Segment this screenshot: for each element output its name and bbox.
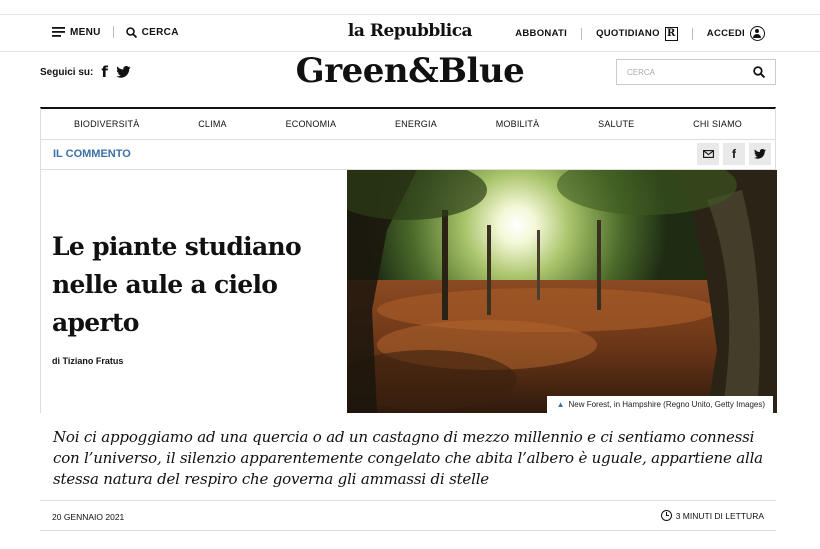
repubblica-logo[interactable]: la Repubblica (347, 21, 473, 41)
nav-item-economia[interactable]: ECONOMIA (285, 119, 337, 129)
twitter-icon (754, 149, 766, 159)
user-icon (750, 26, 765, 41)
divider (692, 28, 693, 40)
repubblica-r-icon: R (665, 27, 678, 41)
nav-item-chi-siamo[interactable]: CHI SIAMO (693, 119, 742, 129)
caption-triangle-icon: ▲ (556, 400, 565, 409)
article-date: 20 GENNAIO 2021 (52, 512, 125, 522)
social-follow (40, 63, 131, 81)
subscribe-label: ABBONATI (515, 28, 568, 39)
twitter-icon[interactable] (116, 66, 131, 78)
login-button[interactable] (707, 26, 765, 41)
top-bar-left (52, 26, 179, 38)
reading-time (661, 510, 764, 521)
divider (113, 26, 114, 38)
divider (581, 28, 582, 40)
forest-photo (347, 170, 777, 413)
facebook-icon: f (732, 147, 736, 161)
article-image[interactable] (347, 170, 777, 413)
nav-item-mobilita[interactable]: MOBILITÀ (495, 119, 540, 129)
top-bar (0, 14, 820, 52)
mail-icon (703, 150, 714, 158)
subscribe-link[interactable] (515, 28, 567, 39)
reading-time-label: 3 MINUTI DI LETTURA (675, 510, 764, 521)
green-blue-logo[interactable]: Green&Blue (295, 51, 525, 91)
facebook-icon[interactable]: f (101, 63, 108, 81)
follow-label: Seguici su: (40, 66, 94, 78)
login-label: ACCEDI (706, 28, 745, 39)
menu-label: MENU (70, 26, 101, 38)
top-bar-right (515, 26, 765, 41)
search-icon (126, 27, 137, 38)
menu-button[interactable] (52, 27, 101, 38)
twitter-share-button[interactable] (749, 143, 771, 165)
search-placeholder: CERCA (627, 67, 656, 77)
main-nav (40, 107, 776, 140)
image-caption (547, 396, 773, 413)
quotidiano-link[interactable] (596, 27, 678, 41)
section-kicker[interactable]: IL COMMENTO (53, 148, 131, 160)
nav-item-biodiversita[interactable]: BIODIVERSITÀ (74, 119, 140, 129)
nav-item-energia[interactable]: ENERGIA (394, 119, 437, 129)
search-label: CERCA (141, 26, 179, 38)
search-input[interactable] (616, 59, 776, 85)
facebook-share-button[interactable] (723, 143, 745, 165)
article-meta (40, 500, 776, 531)
article-title: Le piante studiano nelle aule a cielo aperto (52, 232, 301, 337)
nav-item-salute[interactable]: SALUTE (598, 119, 635, 129)
email-share-button[interactable] (697, 143, 719, 165)
share-buttons (697, 143, 771, 165)
article-byline[interactable]: di Tiziano Fratus (52, 356, 124, 366)
search-button[interactable] (126, 27, 179, 38)
quotidiano-label: QUOTIDIANO (596, 28, 660, 39)
clock-icon (661, 510, 672, 521)
article-summary: Noi ci appoggiamo ad una quercia o ad un castagno di mezzo millennio e ci sentiamo connessi con l’universo, il silenzio apparentemente congelato che abita l’albero è uguale, appartiene alla stessa natura del respiro che governa gli ammassi di stelle (53, 428, 763, 488)
section-header (40, 140, 776, 170)
search-icon[interactable] (753, 66, 765, 78)
hamburger-icon (52, 27, 65, 37)
caption-text: New Forest, in Hampshire (Regno Unito, Getty Images) (568, 400, 765, 409)
article-hero (40, 170, 776, 413)
nav-item-clima[interactable]: CLIMA (198, 119, 227, 129)
